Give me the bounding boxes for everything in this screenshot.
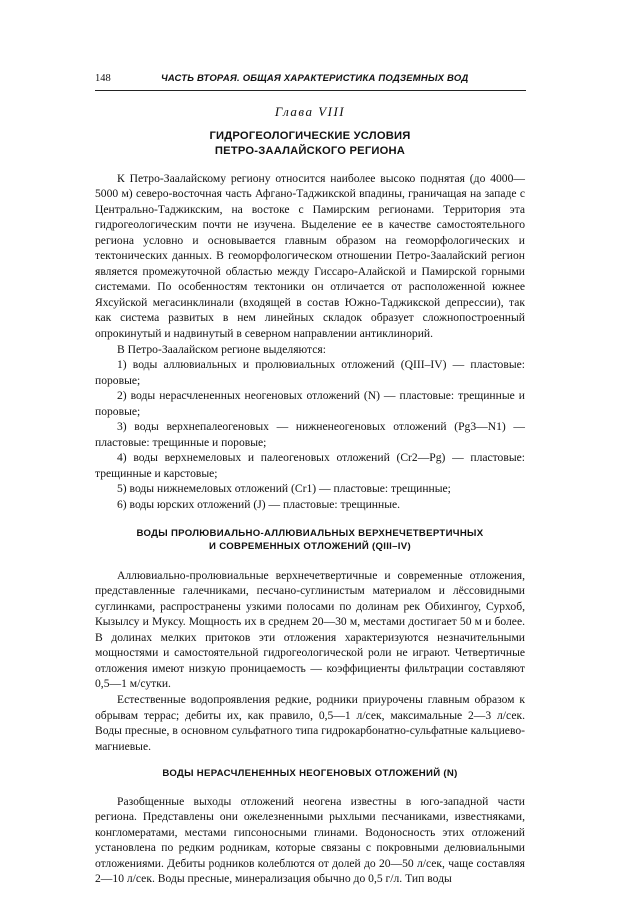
list-item: 1) воды аллювиальных и пролювиальных отложений (QIII–IV) — пластовые: поровые; — [95, 358, 525, 387]
list-item: 2) воды нерасчлененных неогеновых отложений (N) — пластовые: трещинные и поровые; — [95, 389, 525, 418]
section-paragraph: Аллювиально-пролювиальные верхнечетвертичные и современные отложения, представленные галечниками, песчано-суглинистым материалом и лёссовидными суглинками, распространены узкими полосами по долинам рек Обихингоу, Сурхоб, Кызылсу и Муксу. Мощность их в среднем 20—30 м, местами достигает 50 м и более. В долинах мелких притоков эти отложения характеризуются незначительными мощностями и самостоятельной гидрогеологической роли не играют. Четвертичные отложения имеют низкую проницаемость — коэффициенты фильтрации составляют 0,5—1 м/сутки. — [95, 568, 525, 691]
chapter-title — [95, 129, 525, 159]
list-item: 5) воды нижнемеловых отложений (Cr1) — пластовые: трещинные; — [117, 482, 451, 496]
intro-lead: В Петро-Заалайском регионе выделяются: — [117, 342, 326, 356]
section-heading-line: И СОВРЕМЕННЫХ ОТЛОЖЕНИЙ (QIII–IV) — [209, 541, 411, 553]
chapter-title-line: ГИДРОГЕОЛОГИЧЕСКИЕ УСЛОВИЯ — [209, 129, 411, 142]
list-item: 4) воды верхнемеловых и палеогеновых отложений (Cr2—Pg) — пластовые: трещинные и карстовые; — [95, 451, 525, 480]
section-paragraph: Естественные водопроявления редкие, родники приурочены главным образом к обрывам террас; дебиты их, как правило, 0,5—1 л/сек, максимальные 2—3 л/сек. Воды пресные, в основном сульфатного типа гидрокарбонатно-сульфатные кальциево-магниевые. — [95, 692, 525, 753]
running-title: ЧАСТЬ ВТОРАЯ. ОБЩАЯ ХАРАКТЕРИСТИКА ПОДЗЕМНЫХ ВОД — [161, 73, 469, 84]
header-rule — [95, 90, 526, 91]
section-heading: ВОДЫ НЕРАСЧЛЕНЕННЫХ НЕОГЕНОВЫХ ОТЛОЖЕНИЙ (N) — [162, 768, 458, 780]
section-paragraph: Разобщенные выходы отложений неогена известны в юго-западной части региона. Представлены они ожелезненными рыхлыми песчаниками, известняками, конгломератами, местами гипсоносными глинами. Водоносность этих отложений установлена по редким родникам, которые связаны с покровными делювиальными отложениями. Дебиты родников колеблются от долей до 20—50 л/сек, чаще составляя 2—10 л/сек. Воды пресные, минерализация обычно до 0,5 г/л. Тип воды — [95, 794, 525, 886]
page-number: 148 — [95, 73, 111, 84]
chapter-title-line: ПЕТРО-ЗААЛАЙСКОГО РЕГИОНА — [214, 144, 406, 157]
section-heading-line: ВОДЫ ПРОЛЮВИАЛЬНО-АЛЛЮВИАЛЬНЫХ ВЕРХНЕЧЕТВЕРТИЧНЫХ — [136, 527, 484, 539]
chapter-label: Глава VIII — [274, 104, 346, 119]
intro-paragraph: К Петро-Заалайскому региону относится наиболее высоко поднятая (до 4000—5000 м) северо-восточная часть Афгано-Таджикской впадины, граничащая на западе с Центрально-Таджикским, на востоке с Памирским регионами. Территория эта гидрогеологическим почти не изучена. Выделение ее в качестве самостоятельного региона условно и основывается главным образом на геоморфологических и тектонических данных. В геоморфологическом отношении Петро-Заалайский регион является промежуточной областью между Гиссаро-Алайской и Памирской горными системами. По особенностям тектоники он отличается от расположенной южнее Яхсуйской мегасинклинали (входящей в состав Южно-Таджикской депрессии), так как система развитых в нем линейных складок образует сложнопостроенный опрокинутый и надвинутый в северном направлении антиклинорий. — [95, 171, 525, 341]
list-item: 3) воды верхнепалеогеновых — нижненеогеновых отложений (Pg3—N1) — пластовые: трещинные и поровые; — [95, 420, 525, 449]
page-body — [95, 104, 525, 887]
list-item: 6) воды юрских отложений (J) — пластовые: трещинные. — [117, 498, 401, 512]
section-heading — [95, 527, 525, 554]
